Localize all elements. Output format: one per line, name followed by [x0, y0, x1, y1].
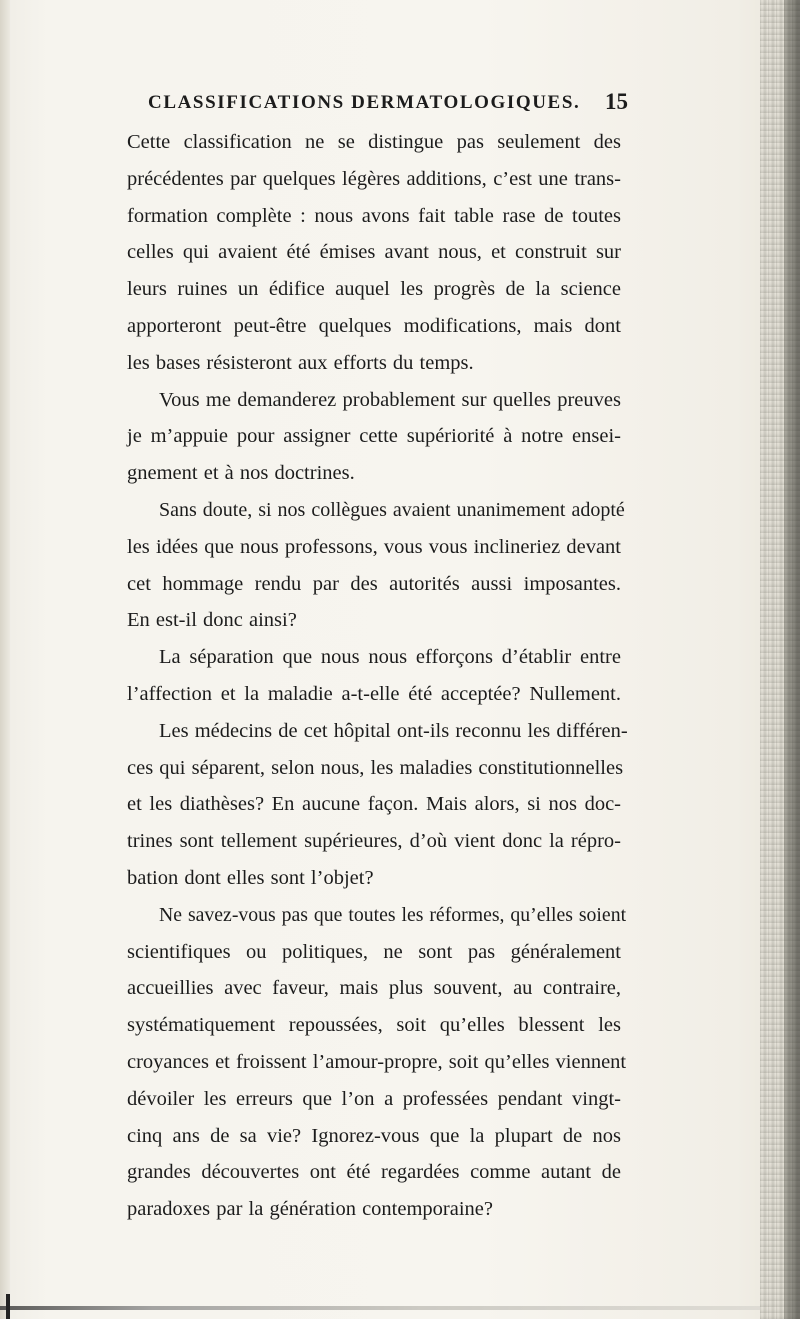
text-line: Les médecins de cet hôpital ont-ils reconnu les différen-: [159, 719, 628, 742]
text-line: paradoxes par la génération contemporaine?: [127, 1198, 493, 1221]
text-line: l’affection et la maladie a-t-elle été acceptée? Nullement.: [127, 682, 621, 705]
text-line: croyances et froissent l’amour-propre, soit qu’elles viennent: [127, 1050, 627, 1073]
running-header: [148, 89, 628, 118]
text-line: gnement et à nos doctrines.: [127, 462, 355, 485]
page-corner-mark: [6, 1294, 10, 1319]
text-line: Ne savez-vous pas que toutes les réformes, qu’elles soient: [159, 903, 627, 926]
text-line: systématiquement repoussées, soit qu’elles blessent les: [127, 1014, 621, 1037]
text-line: Cette classification ne se distingue pas seulement des: [127, 131, 621, 153]
text-line: les idées que nous professons, vous vous inclineriez devant: [127, 535, 621, 558]
body-text: [127, 124, 628, 1228]
page-number: 15: [605, 89, 628, 114]
text-line: scientifiques ou politiques, ne sont pas généralement: [127, 940, 621, 963]
text-line: leurs ruines un édifice auquel les progrès de la science: [127, 278, 621, 301]
text-line: bation dont elles sont l’objet?: [127, 866, 374, 889]
text-line: je m’appuie pour assigner cette supériorité à notre ensei-: [127, 425, 621, 448]
text-line: La séparation que nous nous efforçons d’établir entre: [159, 646, 621, 669]
text-line: cinq ans de sa vie? Ignorez-vous que la plupart de nos: [127, 1124, 621, 1147]
text-line: ces qui séparent, selon nous, les maladies constitutionnelles: [127, 756, 624, 779]
page-left-edge: [0, 0, 10, 1319]
text-line: apporteront peut-être quelques modifications, mais dont: [127, 314, 621, 337]
text-line: les bases résisteront aux efforts du temps.: [127, 351, 474, 374]
text-line: En est-il donc ainsi?: [127, 609, 297, 632]
text-line: précédentes par quelques légères additions, c’est une trans-: [127, 167, 621, 190]
text-line: grandes découvertes ont été regardées comme autant de: [127, 1161, 621, 1184]
text-line: accueillies avec faveur, mais plus souvent, au contraire,: [127, 977, 621, 1000]
running-header-title: CLASSIFICATIONS DERMATOLOGIQUES.: [148, 92, 581, 113]
text-line: Vous me demanderez probablement sur quelles preuves: [159, 388, 621, 411]
text-line: et les diathèses? En aucune façon. Mais alors, si nos doc-: [127, 793, 621, 816]
text-line: dévoiler les erreurs que l’on a professées pendant vingt-: [127, 1087, 621, 1110]
text-line: cet hommage rendu par des autorités aussi imposantes.: [127, 572, 621, 595]
text-line: formation complète : nous avons fait table rase de toutes: [127, 204, 621, 227]
text-line: celles qui avaient été émises avant nous, et construit sur: [127, 241, 621, 264]
text-line: trines sont tellement supérieures, d’où vient donc la répro-: [127, 830, 621, 853]
text-line: Sans doute, si nos collègues avaient unanimement adopté: [159, 498, 625, 521]
page-bottom-edge: [0, 1306, 760, 1310]
page-binding-shadow: [784, 0, 800, 1319]
